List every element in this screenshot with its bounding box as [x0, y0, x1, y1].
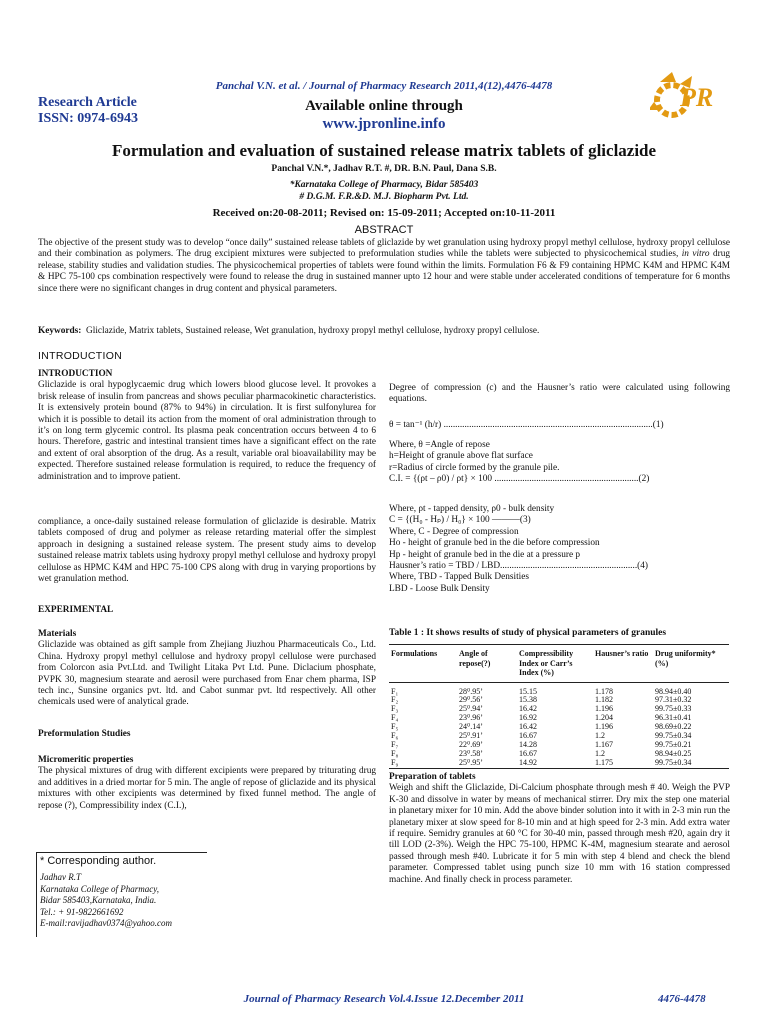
footer-journal: Journal of Pharmacy Research Vol.4.Issue 12.December 2011: [243, 993, 525, 1005]
keywords: [38, 326, 730, 336]
cell: F₅: [391, 722, 399, 732]
cell: F₁: [391, 686, 399, 696]
cell: 29⁰.56’: [459, 695, 483, 705]
preparation-section: [389, 772, 730, 886]
corresponding-author-details: [40, 872, 172, 930]
cell: 15.15: [519, 686, 537, 696]
cell: F₉: [391, 757, 399, 767]
journal-url[interactable]: www.jpronline.info: [322, 116, 446, 132]
cell: 1.196: [595, 722, 613, 732]
abstract-text: [38, 238, 730, 295]
cell: F₂: [391, 695, 399, 705]
cell: 98.69±0.22: [655, 722, 692, 732]
cell: 97.31±0.32: [655, 695, 692, 705]
materials-heading: Materials: [38, 629, 77, 639]
affiliation-1: *Karnataka College of Pharmacy, Bidar 585403: [289, 180, 479, 190]
cell: 1.196: [595, 704, 613, 714]
authors: Panchal V.N.*, Jadhav R.T. #, DR. B.N. Paul, Dana S.B.: [271, 164, 497, 174]
micromeritic-section: [38, 755, 376, 812]
cell: 1.175: [595, 757, 613, 767]
intro-paragraph-2: compliance, a once-daily sustained release formulation of gliclazide is desirable. Matrix tablets composed of drug and polymer as release retarding material offer the simplest approach in designing a sustained release system. The present study aims to develop sustained release matrix tablets using hydroxy propyl methyl cellulose and hydroxy propyl cellulose as HPMC K4M and HPC 75-100 CPS along with drug in varying proportions by wet granulation method.: [38, 517, 376, 585]
cell: 1.2: [595, 748, 605, 758]
where-3c: Hp - height of granule bed in the die at a pressure p: [389, 549, 581, 560]
where-1: Where, θ =Angle of repose: [389, 440, 490, 450]
cell: 28⁰.95’: [459, 686, 483, 696]
cell: F₇: [391, 739, 399, 749]
cell: 99.75±0.33: [655, 704, 692, 714]
where-3: Where, C - Degree of compression: [389, 526, 519, 537]
granule-parameters-table: [389, 644, 729, 769]
where-4: Where, TBD - Tapped Bulk Densities: [389, 572, 529, 583]
where-3b: Ho - height of granule bed in the die before compression: [389, 538, 600, 549]
cell: 22⁰.69’: [459, 739, 483, 749]
preparation-heading: Preparation of tablets: [389, 772, 476, 782]
materials-section: [38, 629, 376, 709]
cell: F₆: [391, 731, 399, 741]
cell: 98.94±0.25: [655, 748, 692, 758]
col-header: Formulations: [391, 649, 438, 658]
equation-4: Hausner’s ratio = TBD / LBD...........................................................(4): [389, 561, 648, 572]
affiliations: [0, 179, 768, 203]
cell: 16.42: [519, 704, 537, 714]
table-header-row: [389, 645, 729, 683]
corresponding-author-title: * Corresponding author.: [40, 855, 157, 867]
corr-line: Bidar 585403,Karnataka, India.: [40, 895, 157, 906]
cell: 16.67: [519, 731, 537, 741]
where-1b: h=Height of granule above flat surface: [389, 451, 533, 462]
materials-text: Gliclazide was obtained as gift sample from Zhejiang Jiuzhou Pharmaceuticals Co., Ltd. China. Hydroxy propyl methyl cellulose and hydroxy propyl cellulose were purchased from Colorcon asia Pvt.Ltd. and Twilight Litaka Pvt Ltd. Pune. Diclacium phosphate, PVPK 30, magnesium stearate and aerosil were purchased from Enar chem pharma, ISP tech inc., Sunsine organics pvt. ltd. and Cabot sunmar pvt. ltd respectively. All other chemicals used were of analytical grade.: [38, 640, 376, 708]
corr-line: Tel.: + 91-9822661692: [40, 906, 124, 917]
intro-paragraph-1: Gliclazide is oral hypoglycaemic drug which lowers blood glucose level. It provokes a brisk release of insulin from pancreas and shows peculiar pharmacokinetic characteristics. It is extensively protein bound (87% to 94%) in circulation. It is first sulfonylurea for which it is possible to detail its action from the moment of oral administration through to it’s on long term glycemic control. Its plasma peak concentration occurs between 4 to 6 hours. Therefore, gastric and intestinal transient times have a significant effect on the rate and extent of oral absorption of the drug. As a result, variable oral bioavailability may be expected. Therefore sustained release formulation is required, to reduce the frequency of administration and to improve patient.: [38, 380, 376, 482]
corr-email[interactable]: E-mail:ravijadhav0374@yahoo.com: [40, 918, 173, 929]
article-type: Research Article: [38, 95, 137, 110]
affiliation-2: # D.G.M. F.R.&D. M.J. Biopharm Pvt. Ltd.: [299, 192, 469, 202]
equation-2-legend: [389, 504, 730, 595]
equation-1-legend: [389, 440, 730, 486]
cell: 23⁰.96’: [459, 713, 483, 723]
where-4b: LBD - Loose Bulk Density: [389, 583, 490, 594]
table-row: [389, 682, 729, 696]
abstract-part-2: drug release, stability studies and validation studies. The physicochemical properties of tablets were found within the limits. Formulation F6 & F9 containing HPMC K4M and HPMC K4M & HPC 75-100 cps combination respectively were found to release the drug in sustained manner upto 12 hour and were stable under accelerated conditions of temperature for 6 months since there were no significant changes in drug content and physical parameters.: [38, 249, 730, 294]
table-row: [389, 759, 729, 768]
submission-dates: Received on:20-08-2011; Revised on: 15-09-2011; Accepted on:10-11-2011: [212, 207, 556, 219]
abstract-part-1: The objective of the present study was to develop “once daily” sustained release tablets of gliclazide by wet granulation using hydroxy propyl methyl cellulose, hydroxy propyl cellulose and their combination as polymers. The drug excipient mixtures were subjected to preformulation studies while the tablets were subjected to physicochemical studies,: [38, 238, 730, 260]
cell: 24⁰.14’: [459, 722, 483, 732]
cell: 99.75±0.34: [655, 757, 692, 767]
article-title: Formulation and evaluation of sustained release matrix tablets of gliclazide: [111, 141, 657, 160]
cell: 1.182: [595, 695, 613, 705]
cell: 16.42: [519, 722, 537, 732]
available-online-label: Available online through: [305, 98, 463, 114]
svg-text:PR: PR: [680, 83, 714, 112]
where-2: Where, ρt - tapped density, ρ0 - bulk density: [389, 504, 555, 514]
degree-of-compression-text: Degree of compression (c) and the Hausner’s ratio were calculated using following equations.: [389, 383, 730, 405]
cell: 14.28: [519, 739, 537, 749]
cell: 15.38: [519, 695, 537, 705]
journal-logo: [650, 70, 728, 126]
col-header: Drug uniformity* (%): [655, 649, 716, 668]
micromeritic-heading: Micromeritic properties: [38, 755, 134, 765]
cell: F₄: [391, 713, 399, 723]
cell: 14.92: [519, 757, 537, 767]
table-caption: Table 1 : It shows results of study of physical parameters of granules: [389, 628, 667, 638]
keywords-label: Keywords:: [38, 326, 82, 336]
micromeritic-text: The physical mixtures of drug with different excipients were prepared by triturating drug and additives in a dried mortar for 5 min. The angle of repose of gliclazide and its physical mixtures with other excipients was determined by fixed funnel method. The angle of repose (?), Compressibility index (C.I.),: [38, 766, 376, 811]
issn: ISSN: 0974-6943: [38, 111, 138, 126]
where-1c: r=Radius of circle formed by the granule pile.: [389, 462, 560, 473]
abstract-italic: in vitro: [681, 249, 710, 260]
intro-subheading: INTRODUCTION: [38, 369, 113, 379]
cell: 25⁰.94’: [459, 704, 483, 714]
equation-2: C.I. = {(ρt – ρ0) / ρt} × 100 ..............................................................(2): [389, 474, 650, 485]
cell: 1.178: [595, 686, 613, 696]
left-column-intro: [38, 369, 376, 483]
col-header: Hausner’s ratio: [595, 649, 649, 658]
equation-1: θ = tan⁻¹ (h/r) ..........................................................................................(1): [389, 420, 664, 430]
cell: 16.92: [519, 713, 537, 723]
cell: 25⁰.91’: [459, 731, 483, 741]
footer-pages: 4476-4478: [658, 993, 706, 1005]
cell: F₃: [391, 704, 399, 714]
col-header: Angle of repose(?): [459, 649, 491, 668]
cell: 98.94±0.40: [655, 686, 692, 696]
preparation-text: Weigh and shift the Gliclazide, Di-Calcium phosphate through mesh # 40. Weigh the PVP K-30 and dissolve in water by means of mechanical stirrer. Dry mix the step one material in planetary mixer for 10 min. Add the above binder solution into it with in 2-3 min run the planetary mixer at slow speed for 8-10 min and at high speed for 2-3 min. Add extra water if require. Semidry granules at 60 °C for 30-40 min, passed through mesh #20, again dry it till LOD (2-3%). Weigh the HPC 75-100, HPMC K-4M, magnesium stearate and aerosol passed through mesh #40. Lubricate it for 5 min with step 4 blend and check the blend parameter. Compressed tablet using punch size 10 mm with 16 station compressed machine. And finally check in process parameter.: [389, 783, 730, 885]
abstract-heading: ABSTRACT: [354, 224, 414, 236]
cell: 99.75±0.21: [655, 739, 692, 749]
cell: 99.75±0.34: [655, 731, 692, 741]
cell: 16.67: [519, 748, 537, 758]
equation-3: C = {(H₀ - Hₚ) / H₀} × 100 ———(3): [389, 515, 531, 526]
cell: F₈: [391, 748, 399, 758]
cell: 1.204: [595, 713, 613, 723]
journal-citation-line: Panchal V.N. et al. / Journal of Pharmacy Research 2011,4(12),4476-4478: [215, 80, 553, 92]
keywords-text: Gliclazide, Matrix tablets, Sustained release, Wet granulation, hydroxy propyl methyl cellulose, hydroxy propyl cellulose.: [86, 326, 540, 336]
cell: 1.167: [595, 739, 613, 749]
experimental-heading: EXPERIMENTAL: [38, 605, 114, 615]
corr-line: Jadhav R.T: [40, 872, 81, 882]
cell: 96.31±0.41: [655, 713, 692, 723]
cell: 23⁰.58’: [459, 748, 483, 758]
cell: 1.2: [595, 731, 605, 741]
col-header: Compressibility Index or Carr’s Index (%): [519, 649, 574, 677]
cell: 25⁰.95’: [459, 757, 483, 767]
introduction-heading: INTRODUCTION: [38, 350, 123, 362]
preformulation-heading: Preformulation Studies: [38, 729, 131, 739]
corr-line: Karnataka College of Pharmacy,: [40, 883, 159, 894]
